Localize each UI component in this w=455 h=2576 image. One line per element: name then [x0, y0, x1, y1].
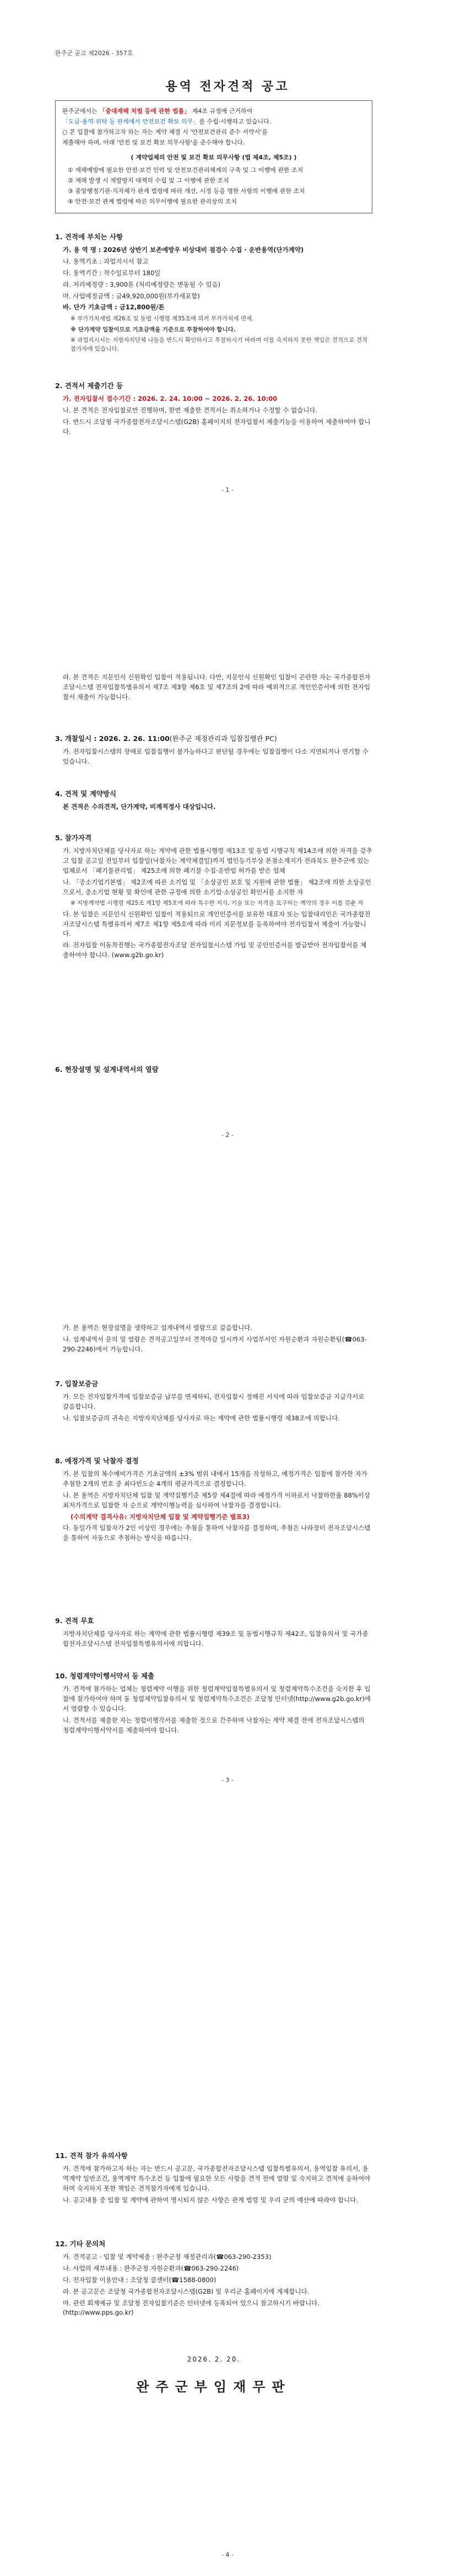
issue-date: 2026. 2. 20.	[187, 2355, 241, 2363]
intro-line-4: 제출해야 하며, 아래 '안전 및 보건 확보 의무사항'을 준수해야 합니다.	[62, 139, 245, 147]
section-title: 1. 견적에 부치는 사항	[55, 233, 123, 241]
section-10	[55, 1671, 372, 1737]
list-item: 라. 전자입찰 이동착진행는 국가종합전자조달 전자입찰시스템 가입 및 공인인증서를 발급받아 전자입찰서를 제출하여야 합니다. (www.g2b.go.kr)	[63, 941, 367, 959]
list-item: 나. 사업의 세부내용 : 완주군청 자원순환과(☎063-290-2246)	[63, 2264, 239, 2273]
list-item: 가. 모든 전자입찰가격에 입찰보증금 납부를 면제하되, 전자입찰시 정해진 서식에 따라 입찰보증금 지급각서로 갈음합니다.	[63, 1393, 365, 1411]
obligations-list	[62, 165, 365, 206]
issuer-name: 완주군부임재무판	[136, 2379, 291, 2395]
list-item: 가. 견적에 참가하는 업체는 청렴계약 이행을 위한 청렴계약입찰특별유의서 및 청렴계약특수조건을 숙지한 후 입찰에 참가하여야 하며 동 청렴계약입찰유의서 및 청렴계약특수조건은 조달청 인터넷(http://www.g2b.go.kr)에서 열람할 수 있습니다.	[63, 1685, 371, 1713]
list-item: 가. 견적공고 · 입찰 및 계약제출 : 완주군청 재정관리과(☎063-290-2353)	[63, 2253, 272, 2261]
note: ※ 단가계약 입찰이므로 기초금액을 기준으로 투찰하여야 합니다.	[71, 326, 236, 333]
section-6	[55, 1064, 372, 1078]
list-item: ④ 안전·보건 관계 법령에 따른 의무이행에 필요한 관리상의 조치	[68, 198, 237, 206]
section-title: 11. 견적 참가 유의사항	[55, 2151, 128, 2160]
list-item: 가. 견적에 참가하고자 하는 자는 반드시 공고문, 국가종합전자조달시스템 입찰특별유의서, 용역입찰 유의서, 용역계약 일반조건, 용역계약 특수조건 등 입찰에 필요한 모든 사항을 견적 전에 열람 및 숙지하고 견적에 응하여야 하며 숙지하지 못한 책임은 견적참가자에게 있습니다.	[63, 2165, 371, 2192]
list-item: 마. 사업예정금액 : 금49,920,000원(부가세포함)	[63, 292, 200, 300]
page-title: 용역 전자견적 공고	[165, 79, 290, 94]
list-item: ③ 중앙행정기관·지자체가 관계 법령에 따라 개선, 시정 등을 명한 사항의 이행에 관한 조치	[68, 187, 305, 195]
intro-box	[55, 100, 372, 213]
list-item: 가. 본 용역은 현장설명을 생략하고 설계내역서 열람으로 갈음합니다.	[63, 1324, 252, 1332]
section-2-cont	[55, 673, 372, 704]
list-item: 나. 견적서를 제출한 자는 청렴이행각서를 제출한 것으로 간주하며 낙찰자는 계약 체결 전에 전자조달시스템의 청렴계약이행서약서를 제출하여야 합니다.	[63, 1716, 365, 1734]
intro-line-3: ○ 본 입찰에 참가하고자 하는 자는 계약 체결 시 '안전보건관리 준수 서약서'를	[62, 128, 268, 136]
list-item: 바. 단가 기초금액 : 금12,800원/톤	[63, 303, 165, 312]
section-4	[55, 788, 372, 814]
list-item: 나. 본 견적은 전자입찰로만 진행하며, 한번 제출한 견적서는 취소하거나 수정할 수 없습니다.	[63, 406, 318, 415]
section-title: 6. 현장설명 및 설계내역서의 열람	[55, 1065, 159, 1074]
list-item: 가. 본 입찰의 복수예비가격은 기초금액의 ±3% 범위 내에서 15개를 작성하고, 예정가격은 입찰에 참가한 자가 추첨한 2개의 번호 중 최다빈도순 4개의 평균가격으로 결정합니다.	[63, 1470, 367, 1488]
list-item: 라. 본 견적은 지문인식 신원확인 입찰이 적용됩니다. 다만, 지문인식 신원확인 입찰이 곤란한 자는 국가종합전자조달시스템 전자입찰특별유의서 제7조 제3항 제6호 및 제7조의 2에 따라 예외적으로 개인인증서에 의한 전자입찰서 제출이 가능합니다.	[63, 673, 371, 701]
list-item: 다. 반드시 조달청 국가종합전자조달시스템(G2B) 홈페이지의 전자입찰서 제출기능을 이용하여 제출하여야 합니다.	[63, 418, 371, 436]
list-item: 나. 「중소기업기본법」 제2조에 따른 소기업 및 「소상공인 보호 및 지원에 관한 법률」 제2조에 의한 소상공인으로서, 중소기업 현황 및 확인에 관한 규정에 의한 소기업·소상공인 확인서를 소지한 자	[63, 878, 371, 896]
section-title: 9. 견적 무효	[55, 1617, 94, 1625]
section-12	[55, 2239, 372, 2320]
section-1	[55, 232, 372, 355]
page-number: - 2 -	[221, 1131, 234, 1139]
list-item: 나. 용역기초 : 과업지시서 참고	[63, 257, 149, 266]
intro-line-1: 완주군에서는 「중대재해 처벌 등에 관한 법률」 제4조 규정에 근거하여	[62, 108, 253, 115]
section-title: 3. 개찰일시 : 2026. 2. 26. 11:00(완주군 재정관리과 입찰집행관 PC)	[55, 734, 277, 743]
obligations-title: ( 계약업체의 안전 및 보건 확보 의무사항 (법 제4조, 제5조) )	[131, 154, 297, 162]
section-6-cont	[55, 1323, 372, 1356]
list-item: ① 재해예방에 필요한 안전·보건 인력 및 안전보건관리체계의 구축 및 그 이행에 관한 조치	[68, 167, 304, 174]
list-item: ② 재해 발생 시 재발방지 대책의 수립 및 그 이행에 관한 조치	[68, 177, 229, 185]
notice-number: 완주군 공고 제2026 - 357호	[55, 50, 133, 57]
section-title: 7. 입찰보증금	[55, 1380, 99, 1388]
intro-line-2: 「도급·용역·위탁 등 관계에서 안전보건 확보 의무」를 수립·시행하고 있습니다.	[62, 118, 272, 126]
section-5	[55, 833, 372, 962]
list-item: 나. 공고내용 중 입찰 및 계약에 관하여 명시되지 않은 사항은 관계 법령 및 우리 군의 예산에 따라야 합니다.	[63, 2196, 359, 2204]
section-3	[55, 733, 372, 769]
page-number: - 1 -	[221, 486, 234, 493]
note: (수의계약 결격사유: 지방자치단체 입찰 및 계약집행기준 별표3)	[71, 1512, 250, 1521]
page-number: - 4 -	[221, 2551, 234, 2558]
list-item: 본 견적은 수의견적, 단가계약, 비계적정사 대상입니다.	[63, 803, 216, 811]
section-9	[55, 1616, 372, 1651]
section-title: 10. 청렴계약이행서약서 등 제출	[55, 1672, 155, 1680]
section-title: 4. 견적 및 계약방식	[55, 790, 117, 798]
list-item: 라. 본 공고문은 조달청 국가종합전자조달시스템(G2B) 및 우리군 홈페이지에 게재합니다.	[63, 2287, 310, 2295]
note: ※ 과업지시서는 지방자치단체 나들을 반드시 확인하시고 투찰하시기 바라며 이를 숙지하지 못한 책임은 견적으로 견적 참가자에 있습니다.	[71, 336, 368, 353]
list-item: 다. 용역기간 : 착수일로부터 180일	[63, 269, 161, 277]
list-item: 가. 전자입찰시스템의 장애로 입찰집행이 불가능하다고 판단될 경우에는 입찰집행이 다소 지연되거나 연기할 수 있습니다.	[63, 748, 369, 766]
section-7	[55, 1378, 372, 1425]
section-2	[55, 380, 372, 439]
section-title: 5. 참가자격	[55, 834, 92, 842]
list-item: 다. 전자입찰 이용안내 : 조달청 콜센터(☎1588-0800)	[63, 2276, 216, 2284]
section-8	[55, 1456, 372, 1545]
list-item: 나. 입찰보증금의 귀속은 지방자치단체를 당사자로 하는 계약에 관한 법률시행령 제38조에 의합니다.	[63, 1414, 340, 1422]
section-title: 12. 기타 문의처	[55, 2240, 106, 2248]
note: ※ 부가가치세법 제26조 및 동법 시행령 제35조에 의거 부가가치세 면세.	[71, 315, 254, 323]
list-item: 가. 지방자치단체를 당사자로 하는 계약에 관한 법률시행령 제13조 및 동법 시행규칙 제14조에 의한 자격을 갖추고 입찰 공고일 전일부터 입찰일(낙찰자는 계약체결일)까지 법인등기부상 본점소재지가 전라북도 완주군에 있는 업체로서 「폐기물관리법」 제25조에 의한 폐기물 수집·운반업 허가를 받은 업체	[63, 847, 372, 874]
list-item: 나. 설계내역서 문의 및 열람은 견적공고일부터 견적마감 일시까지 사업부서인 자원순환과 자원순환팀(☎063-290-2246)에서 가능합니다.	[63, 1335, 367, 1353]
list-item: 가. 전자입찰서 접수기간 : 2026. 2. 24. 10:00 ~ 2026. 2. 26. 10:00	[63, 395, 278, 403]
section-title: 8. 예정가격 및 낙찰자 결정	[55, 1457, 139, 1465]
note: ※ 지방계약법 시행령 제25조 제1항 제5호에 따라 특수한 지식, 기술 또는 자격을 요구하는 계약의 경우 이를 갖춘 자	[71, 900, 364, 907]
page-number: - 3 -	[221, 1777, 234, 1784]
section-11	[55, 2150, 372, 2207]
list-item: 라. 저리예정량 : 3,900톤 (처리예정량은 변동될 수 있음)	[63, 280, 221, 288]
list-item: 다. 본 입찰은 지문인식 신원확인 입찰이 적용되므로 개인인증서를 보유한 대표자 또는 입찰대리인은 국가종합전자조달시스템 특별유의서 제7조 제1항 제5호에 따라 미리 지문정보를 등록하여야 전자입찰서 제출이 가능합니다.	[63, 910, 371, 938]
list-item: 가. 용 역 명 : 2026년 상반기 보존예방우 비상대비 점검수 수집 · 운반용역(단가계약)	[63, 246, 304, 254]
list-item: 다. 동일가격 입찰자가 2인 이상인 경우에는 추첨을 통하여 낙찰자를 결정하며, 추첨은 나라장터 전자조달시스템을 통하여 자동으로 추첨하는 방식을 따릅니다.	[63, 1524, 371, 1542]
list-item: 마. 관련 회계예규 및 조달청 전자입찰기준은 인터넷에 등록되어 있으니 참고하시기 바랍니다. (http://www.pps.go.kr)	[63, 2299, 320, 2317]
list-item: 나. 본 용역은 지방자치단체 입찰 및 계약집행기준 제5장 제4절에 따라 예정가격 이하로서 낙찰하한율 88%이상 최저가격으로 입찰한 자 순으로 계약이행능력을 심사하여 낙찰자를 결정합니다.	[63, 1491, 370, 1509]
list-item: 지방자치단체를 당사자로 하는 계약에 관한 법률시행령 제39조 및 동법시행규칙 제42조, 입찰유의서 및 국가종합전자조달시스템 전자입찰특별유의서에 의합니다.	[63, 1630, 369, 1648]
section-title: 2. 견적서 제출기간 등	[55, 382, 123, 390]
